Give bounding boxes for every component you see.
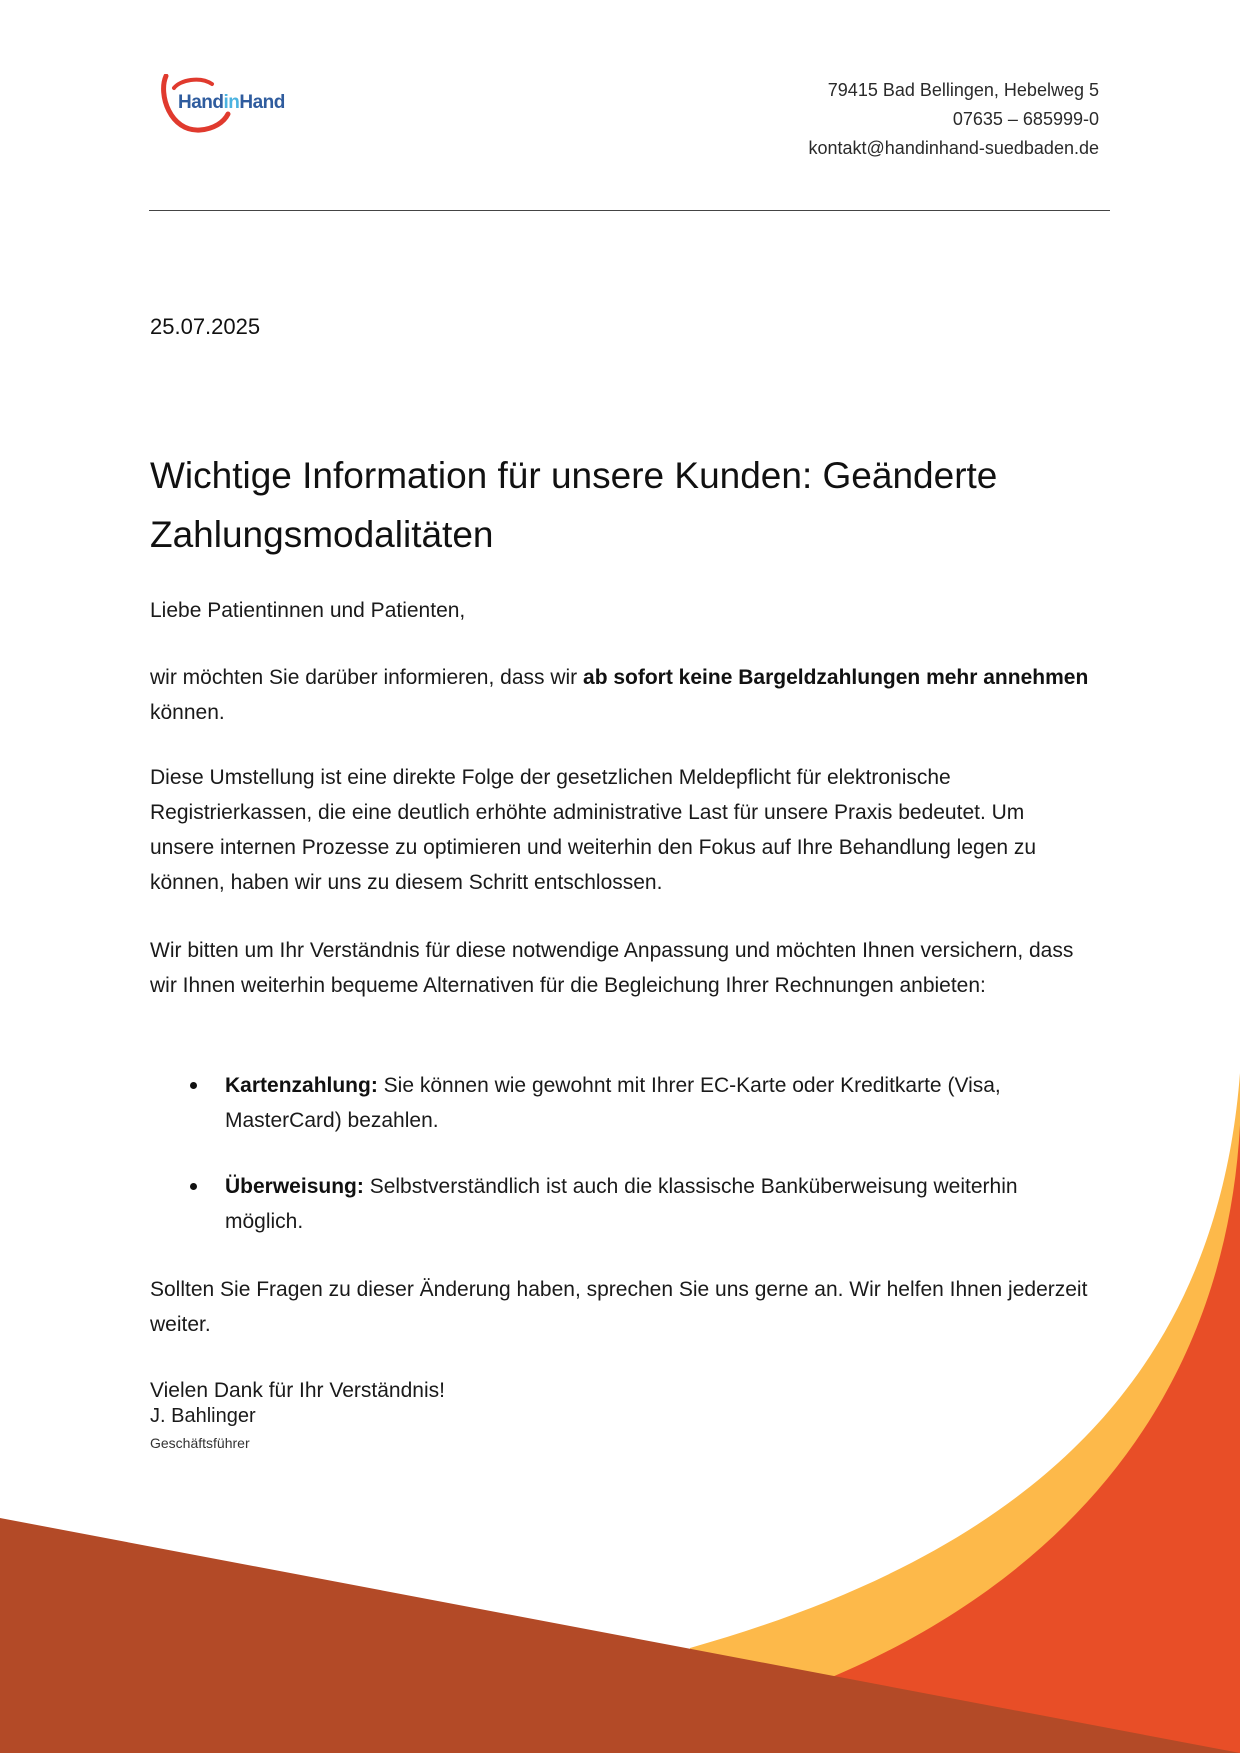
signer-role: Geschäftsführer [150, 1435, 250, 1451]
contact-address: 79415 Bad Bellingen, Hebelweg 5 [827, 80, 1099, 100]
contact-email: kontakt@handinhand-suedbaden.de [808, 138, 1099, 158]
request-paragraph: Wir bitten um Ihr Verständnis für diese notwendige Anpassung und möchten Ihnen versichern, dass wir Ihnen weiterhin bequeme Alternativen für die Begleichung Ihrer Rechnungen anbieten: [150, 939, 1074, 997]
payment-options-list [150, 1068, 1090, 1270]
info-text-bold: ab sofort keine Bargeldzahlungen mehr annehmen [583, 666, 1089, 689]
option-text: Sie können wie gewohnt mit Ihrer EC-Karte oder Kreditkarte (Visa, MasterCard) bezahlen. [225, 1074, 1001, 1132]
info-paragraph [150, 660, 1090, 730]
logo-wordmark [178, 92, 285, 114]
logo-text-in: in [223, 92, 240, 113]
company-logo [160, 74, 300, 134]
signer-name: J. Bahlinger [150, 1405, 256, 1427]
list-item [150, 1068, 1090, 1138]
option-label: Kartenzahlung: [225, 1074, 378, 1097]
header-divider [149, 210, 1110, 211]
letter-date: 25.07.2025 [150, 314, 261, 339]
info-text-before: wir möchten Sie darüber informieren, dass wir [150, 666, 584, 689]
info-text-after: können. [150, 701, 225, 724]
logo-text-hand: Hand [178, 92, 224, 113]
letter-title: Wichtige Information für unsere Kunden: Geänderte Zahlungsmodalitäten [150, 455, 998, 555]
contact-phone: 07635 – 685999-0 [952, 109, 1099, 129]
bullet-icon [190, 1183, 197, 1190]
contact-block [808, 76, 1099, 163]
thanks-line: Vielen Dank für Ihr Verständnis! [150, 1379, 445, 1402]
list-item [150, 1169, 1090, 1239]
option-text: Selbstverständlich ist auch die klassische Banküberweisung weiterhin möglich. [225, 1175, 1018, 1233]
bullet-icon [190, 1082, 197, 1089]
letter-greeting: Liebe Patientinnen und Patienten, [150, 599, 466, 622]
reason-paragraph: Diese Umstellung ist eine direkte Folge der gesetzlichen Meldepflicht für elektronische Registrierkassen, die eine deutlich erhöhte administrative Last für unsere Praxis bedeutet. Um unsere internen Prozesse zu optimieren und weiterhin den Fokus auf Ihre Behandlung legen zu können, haben wir uns zu diesem Schritt entschlossen. [150, 766, 1037, 894]
logo-text-hand-2: Hand [239, 92, 285, 113]
questions-paragraph: Sollten Sie Fragen zu dieser Änderung haben, sprechen Sie uns gerne an. Wir helfen Ihnen jederzeit weiter. [150, 1278, 1088, 1336]
option-label: Überweisung: [225, 1175, 364, 1198]
